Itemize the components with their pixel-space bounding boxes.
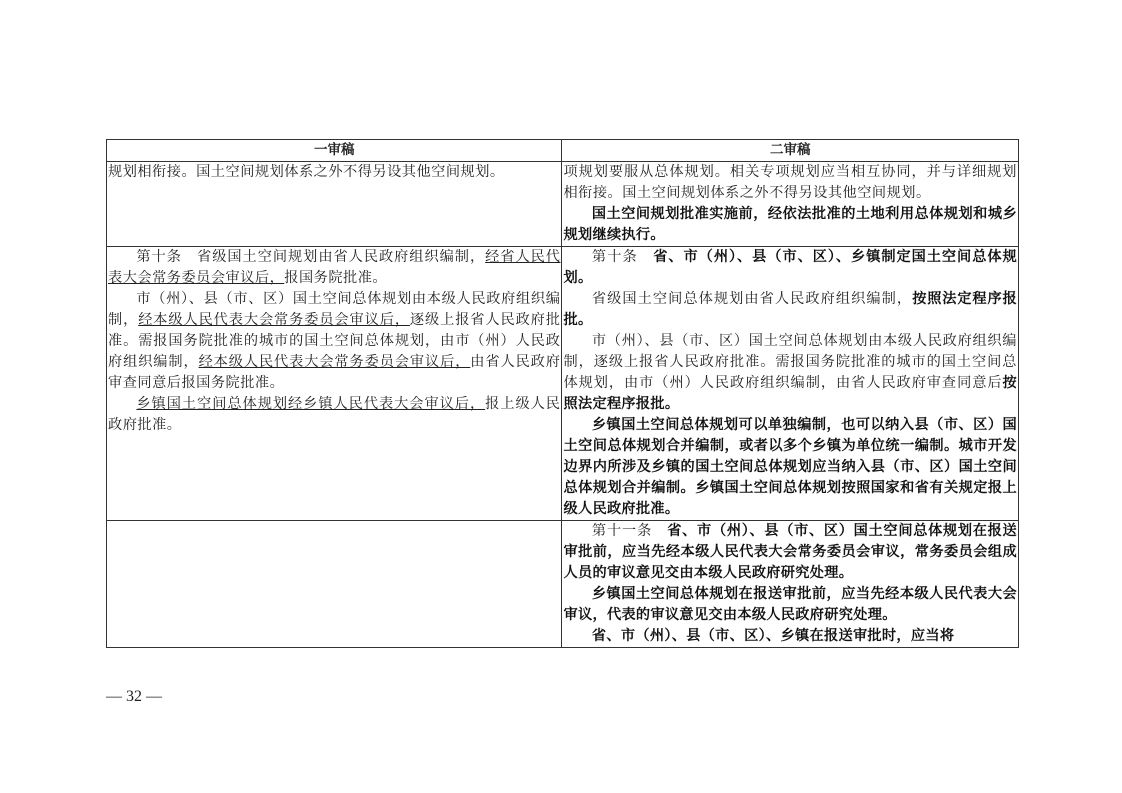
paragraph: 市（州）、县（市、区）国土空间总体规划由本级人民政府组织编制，逐级上报省人民政府批准。需报国务院批准的城市的国土空间总体规划，由市（州）人民政府组织编制，由省人民政府审查同意后按照法定程序报批。	[563, 333, 1017, 412]
paragraph: 第十条 省、市（州）、县（市、区）、乡镇制定国土空间总体规划。	[563, 249, 1017, 286]
header-first-draft: 一审稿	[107, 140, 562, 162]
paragraph-added: 乡镇国土空间总体规划可以单独编制，也可以纳入县（市、区）国土空间总体规划合并编制，或者以多个乡镇为单位统一编制。城市开发边界内所涉及乡镇的国土空间总体规划应当纳入县（市、区）国土空间总体规划合并编制。乡镇国土空间总体规划按照国家和省有关规定报上级人民政府批准。	[563, 417, 1017, 517]
paragraph: 省级国土空间总体规划由省人民政府组织编制，按照法定程序报批。	[563, 291, 1017, 328]
table-row	[107, 162, 1019, 247]
cell-left-empty	[107, 521, 562, 648]
cell-left	[107, 247, 562, 521]
cell-right	[562, 247, 1019, 521]
paragraph: 第十一条 省、市（州）、县（市、区）国土空间总体规划在报送审批前，应当先经本级人民代表大会常务委员会审议，常务委员会组成人员的审议意见交由本级人民政府研究处理。	[563, 523, 1017, 581]
table-row	[107, 521, 1019, 648]
comparison-table	[106, 139, 1019, 648]
paragraph-added: 国土空间规划批准实施前，经依法批准的土地利用总体规划和城乡规划继续执行。	[563, 206, 1017, 243]
paragraph: 项规划要服从总体规划。相关专项规划应当相互协同，并与详细规划相衔接。国土空间规划体系之外不得另设其他空间规划。	[563, 164, 1017, 201]
paragraph: 规划相衔接。国土空间规划体系之外不得另设其他空间规划。	[108, 164, 505, 180]
underlined-text: 经本级人民代表大会常务委员会审议后，	[198, 354, 471, 370]
underlined-text: 经本级人民代表大会常务委员会审议后，	[138, 312, 410, 328]
cell-right	[562, 521, 1019, 648]
paragraph: 第十条 省级国土空间规划由省人民政府组织编制，经省人民代表大会常务委员会审议后，报国务院批准。	[108, 249, 561, 286]
underlined-text: 乡镇国土空间总体规划经乡镇人民代表大会审议后，	[136, 396, 486, 412]
page-number: — 32 —	[106, 688, 162, 705]
paragraph-added: 省、市（州）、县（市、区）、乡镇在报送审批时，应当将	[591, 628, 955, 644]
cell-left	[107, 162, 562, 247]
cell-right	[562, 162, 1019, 247]
paragraph: 乡镇国土空间总体规划经乡镇人民代表大会审议后，报上级人民政府批准。	[108, 396, 561, 433]
underlined-text: 经省人民代表大会常务委员会审议后，	[108, 249, 561, 286]
header-second-draft: 二审稿	[562, 140, 1019, 162]
paragraph: 市（州）、县（市、区）国土空间总体规划由本级人民政府组织编制，经本级人民代表大会常务委员会审议后，逐级上报省人民政府批准。需报国务院批准的城市的国土空间总体规划，由市（州）人民政府组织编制，经本级人民代表大会常务委员会审议后，由省人民政府审查同意后报国务院批准。	[108, 291, 561, 391]
table-row	[107, 247, 1019, 521]
table-header-row	[107, 140, 1019, 162]
paragraph-added: 乡镇国土空间总体规划在报送审批前，应当先经本级人民代表大会审议，代表的审议意见交由本级人民政府研究处理。	[563, 586, 1017, 623]
